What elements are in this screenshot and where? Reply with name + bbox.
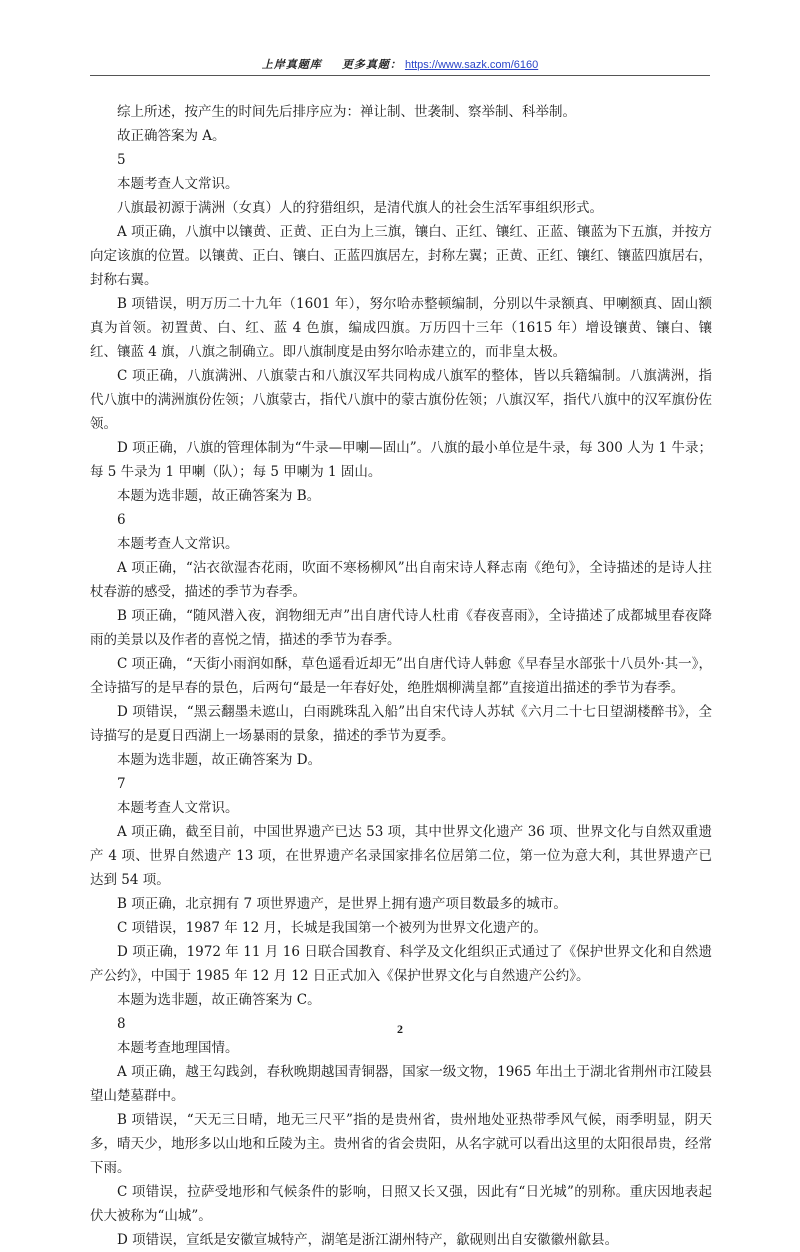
header-divider — [90, 75, 710, 76]
paragraph: 八旗最初源于满洲（女真）人的狩猎组织，是清代旗人的社会生活军事组织形式。 — [117, 200, 603, 216]
paragraph: B 项正确，“随风潜入夜，润物细无声”出自唐代诗人杜甫《春夜喜雨》，全诗描述了成都城里春夜降雨的美景以及作者的喜悦之情，描述的季节为春季。 — [90, 608, 712, 648]
paragraph: C 项错误，1987 年 12 月，长城是我国第一个被列为世界文化遗产的。 — [117, 920, 548, 936]
page-number: 2 — [397, 1022, 403, 1036]
page-header — [0, 56, 800, 72]
paragraph: B 项正确，北京拥有 7 项世界遗产，是世界上拥有遗产项目数最多的城市。 — [117, 896, 567, 912]
paragraph: C 项错误，拉萨受地形和气候条件的影响，日照又长又强，因此有“日光城”的别称。重庆因地表起伏大被称为“山城”。 — [90, 1184, 712, 1224]
answer-explanations — [90, 100, 712, 1252]
paragraph: 本题考查人文常识。 — [117, 536, 239, 552]
paragraph: 本题为选非题，故正确答案为 B。 — [117, 488, 321, 504]
question-number: 5 — [117, 152, 126, 168]
paragraph: C 项正确，“天街小雨润如酥，草色遥看近却无”出自唐代诗人韩愈《早春呈水部张十八员外·其一》，全诗描写的是早春的景色，后两句“最是一年春好处，绝胜烟柳满皇都”直接道出描述的季节为春季。 — [90, 656, 712, 696]
paragraph: A 项正确，八旗中以镶黄、正黄、正白为上三旗，镶白、正红、镶红、正蓝、镶蓝为下五旗，并按方向定该旗的位置。以镶黄、正白、镶白、正蓝四旗居左，封称左翼；正黄、正红、镶红、镶蓝四旗居右，封称右翼。 — [90, 224, 712, 288]
paragraph: 综上所述，按产生的时间先后排序应为：禅让制、世袭制、察举制、科举制。 — [117, 104, 576, 120]
paragraph: 故正确答案为 A。 — [117, 128, 226, 144]
paragraph: D 项正确，1972 年 11 月 16 日联合国教育、科学及文化组织正式通过了《保护世界文化和自然遗产公约》，中国于 1985 年 12 月 12 日正式加入《保护世界文化与自然遗产公约》。 — [90, 944, 712, 984]
question-number: 6 — [117, 512, 126, 528]
paragraph: B 项错误，明万历二十九年（1601 年），努尔哈赤整顿编制，分别以牛录额真、甲喇额真、固山额真为首领。初置黄、白、红、蓝 4 色旗，编成四旗。万历四十三年（1615 年）增设镶黄、镶白、镶红、镶蓝 4 旗，八旗之制确立。即八旗制度是由努尔哈赤建立的，而非皇太极。 — [90, 296, 712, 360]
paragraph: D 项错误，宣纸是安徽宣城特产，湖笔是浙江湖州特产，歙砚则出自安徽徽州歙县。 — [117, 1232, 619, 1248]
paragraph: D 项正确，八旗的管理体制为“牛录—甲喇—固山”。八旗的最小单位是牛录，每 300 人为 1 牛录；每 5 牛录为 1 甲喇（队）；每 5 甲喇为 1 固山。 — [90, 440, 712, 480]
question-number: 8 — [117, 1016, 126, 1032]
paragraph: C 项正确，八旗满洲、八旗蒙古和八旗汉军共同构成八旗军的整体，皆以兵籍编制。八旗满洲，指代八旗中的满洲旗份佐领；八旗蒙古，指代八旗中的蒙古旗份佐领；八旗汉军，指代八旗中的汉军旗份佐领。 — [90, 368, 712, 432]
paragraph: 本题为选非题，故正确答案为 C。 — [117, 992, 321, 1008]
paragraph: A 项正确，“沾衣欲湿杏花雨，吹面不寒杨柳风”出自南宋诗人释志南《绝句》，全诗描述的是诗人拄杖春游的感受，描述的季节为春季。 — [90, 560, 712, 600]
question-number: 7 — [117, 776, 126, 792]
paragraph: 本题考查人文常识。 — [117, 176, 239, 192]
brand-title: 上岸真题库 — [261, 59, 322, 71]
source-link[interactable]: https://www.sazk.com/6160 — [404, 59, 539, 71]
paragraph: 本题考查地理国情。 — [117, 1040, 239, 1056]
paragraph: A 项正确，截至目前，中国世界遗产已达 53 项，其中世界文化遗产 36 项、世界文化与自然双重遗产 4 项、世界自然遗产 13 项，在世界遗产名录国家排名位居第二位，第一位为意大利，其世界遗产已达到 54 项。 — [90, 824, 712, 888]
paragraph: D 项错误，“黑云翻墨未遮山，白雨跳珠乱入船”出自宋代诗人苏轼《六月二十七日望湖楼醉书》，全诗描写的是夏日西湖上一场暴雨的景象，描述的季节为夏季。 — [90, 704, 712, 744]
more-questions-label: 更多真题： — [341, 59, 402, 71]
paragraph: B 项错误，“天无三日晴，地无三尺平”指的是贵州省，贵州地处亚热带季风气候，雨季明显，阴天多，晴天少，地形多以山地和丘陵为主。贵州省的省会贵阳，从名字就可以看出这里的太阳很昂贵，经常下雨。 — [90, 1112, 712, 1176]
paragraph: 本题考查人文常识。 — [117, 800, 239, 816]
paragraph: A 项正确，越王勾践剑，春秋晚期越国青铜器，国家一级文物，1965 年出土于湖北省荆州市江陵县望山楚墓群中。 — [90, 1064, 712, 1104]
paragraph: 本题为选非题，故正确答案为 D。 — [117, 752, 322, 768]
